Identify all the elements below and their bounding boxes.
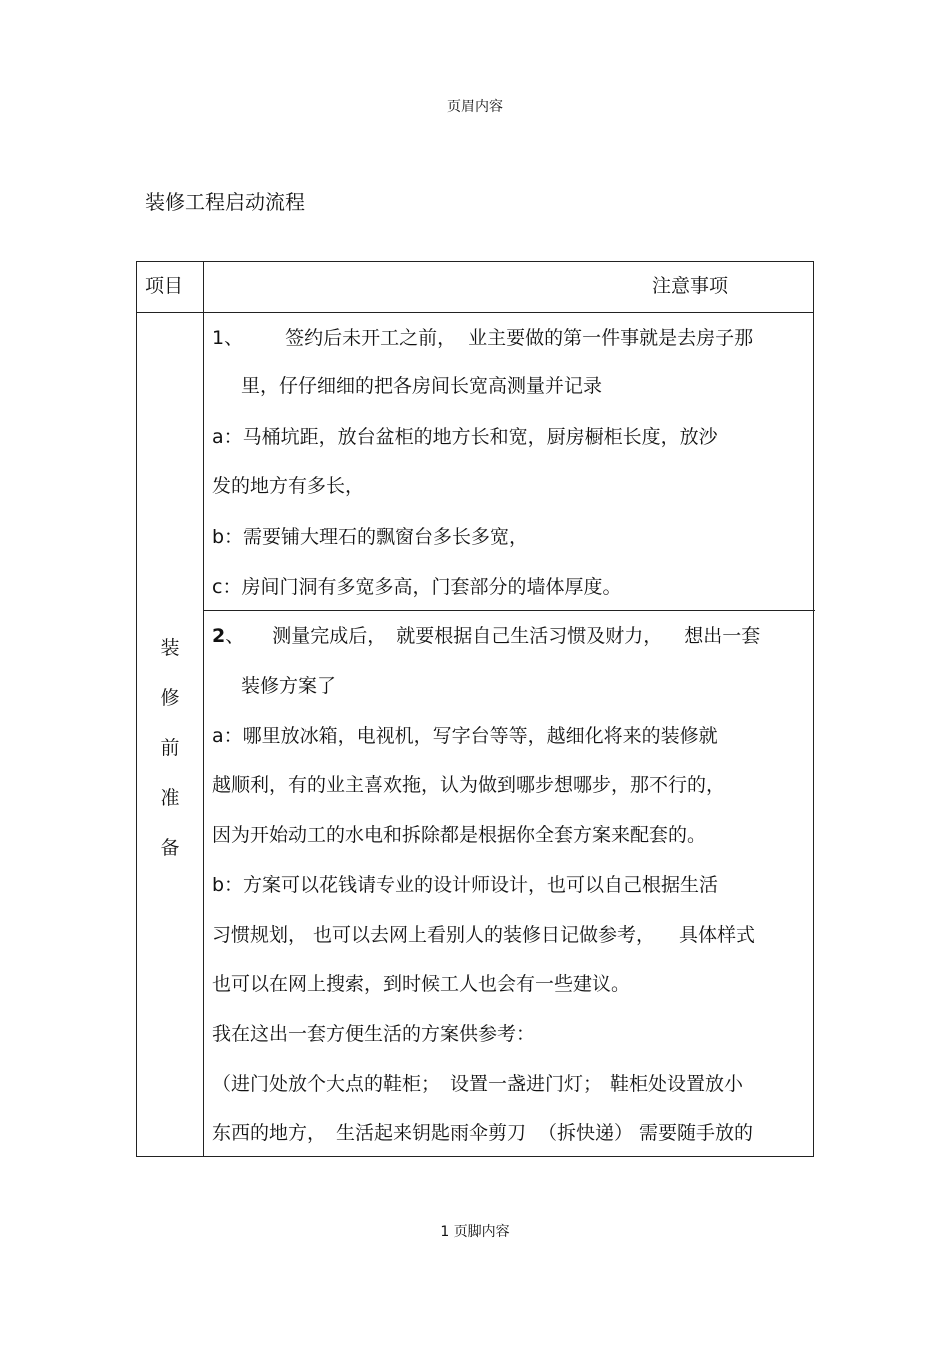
block2-text: 生活起来钥匙雨伞剪刀 xyxy=(336,1122,527,1144)
block2-line3: a：哪里放冰箱，电视机，写字台等等，越细化将来的装修就 xyxy=(212,725,718,747)
page-header: 页眉内容 xyxy=(447,99,503,115)
section-label-char: 准 xyxy=(160,787,180,809)
block2-text: 鞋柜处设置放小 xyxy=(610,1073,744,1095)
block2-line4: 越顺利，有的业主喜欢拖，认为做到哪步想哪步，那不行的， xyxy=(212,774,726,796)
block2-line8: 也可以在网上搜索，到时候工人也会有一些建议。 xyxy=(212,973,631,995)
block2-line7 xyxy=(212,923,755,947)
block2-text: 习惯规划， xyxy=(212,924,308,946)
block2-line2: 装修方案了 xyxy=(241,675,337,697)
block-divider xyxy=(203,610,815,611)
block2-line10 xyxy=(212,1072,743,1096)
block2-text: 就要根据自己生活习惯及财力， xyxy=(396,625,663,647)
section-label-char: 修 xyxy=(160,687,180,709)
block2-line1 xyxy=(212,624,760,648)
section-label xyxy=(157,623,183,873)
document-title: 装修工程启动流程 xyxy=(145,190,305,214)
footer-text: 页脚内容 xyxy=(453,1224,510,1240)
block2-text: 测量完成后， xyxy=(272,625,387,647)
block2-text: 具体样式 xyxy=(679,924,756,946)
column-header-item: 项目 xyxy=(145,275,184,297)
page-footer xyxy=(0,1223,950,1241)
block2-line11 xyxy=(212,1121,753,1145)
block1-line6: c：房间门洞有多宽多高，门套部分的墙体厚度。 xyxy=(212,576,622,598)
block1-line1 xyxy=(212,326,753,350)
block2-text: （进门处放个大点的鞋柜； xyxy=(212,1073,441,1095)
block2-text: 也可以去网上看别人的装修日记做参考， xyxy=(313,924,656,946)
block2-text: 需要随手放的 xyxy=(639,1122,754,1144)
block1-line3: a：马桶坑距，放台盆柜的地方长和宽，厨房橱柜长度，放沙 xyxy=(212,426,718,448)
page-number: 1 xyxy=(440,1224,450,1240)
block2-separator: 、 xyxy=(225,625,245,647)
column-divider xyxy=(203,262,204,1156)
block1-line5: b：需要铺大理石的飘窗台多长多宽， xyxy=(212,526,529,548)
block2-number: 2 xyxy=(212,625,226,647)
block1-separator: 、 xyxy=(224,327,244,349)
block1-line2: 里，仔仔细细的把各房间长宽高测量并记录 xyxy=(241,375,603,397)
section-label-char: 备 xyxy=(160,837,180,859)
column-header-notes: 注意事项 xyxy=(652,275,729,297)
block1-text: 签约后未开工之前， xyxy=(285,327,457,349)
block2-line6: b：方案可以花钱请专业的设计师设计，也可以自己根据生活 xyxy=(212,874,719,896)
block2-text: 东西的地方， xyxy=(212,1122,327,1144)
block2-text: 设置一盏进门灯； xyxy=(450,1073,603,1095)
block1-number: 1 xyxy=(212,327,225,349)
block1-line4: 发的地方有多长， xyxy=(212,475,365,497)
block2-text: 想出一套 xyxy=(684,625,761,647)
block1-text: 业主要做的第一件事就是去房子那 xyxy=(468,327,754,349)
section-label-char: 装 xyxy=(160,637,180,659)
notes-table xyxy=(136,261,814,1157)
block2-text: （拆快递） xyxy=(538,1122,634,1144)
block2-line5: 因为开始动工的水电和拆除都是根据你全套方案来配套的。 xyxy=(212,824,707,846)
header-row-divider xyxy=(137,312,813,313)
block2-line9: 我在这出一套方便生活的方案供参考： xyxy=(212,1023,536,1045)
section-label-char: 前 xyxy=(160,737,180,759)
